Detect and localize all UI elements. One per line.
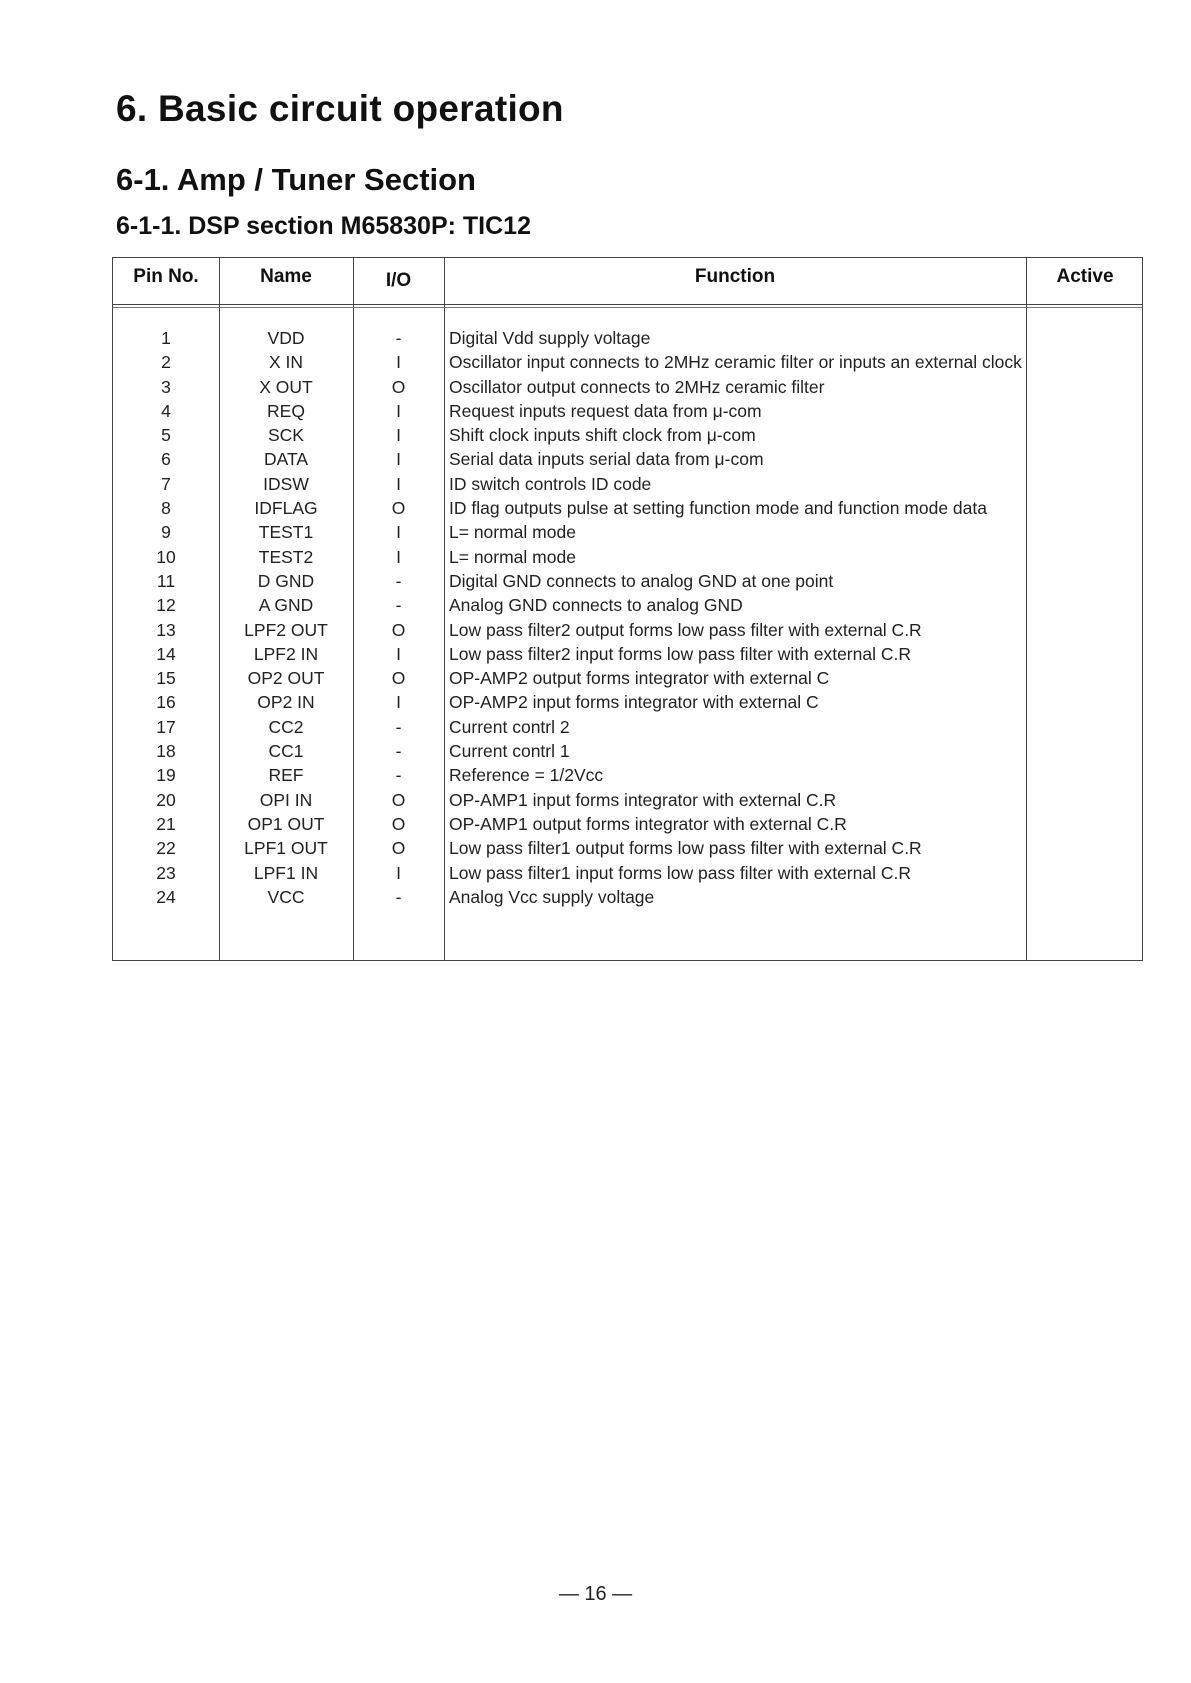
pin-cell: 11 bbox=[156, 570, 176, 591]
pin-function-table bbox=[112, 257, 1143, 961]
table-row bbox=[113, 885, 1142, 909]
io-cell: I bbox=[396, 546, 401, 567]
io-cell: I bbox=[396, 473, 401, 494]
function-cell: L= normal mode bbox=[449, 522, 576, 543]
name-cell: SCK bbox=[268, 425, 304, 446]
function-cell: ID flag outputs pulse at setting function mode and function mode data bbox=[449, 498, 987, 519]
name-cell: REF bbox=[268, 765, 304, 786]
table-row bbox=[113, 836, 1142, 860]
header-pin-no: Pin No. bbox=[133, 266, 199, 287]
pin-cell: 17 bbox=[156, 716, 176, 737]
io-cell: I bbox=[396, 352, 401, 373]
table-row bbox=[113, 545, 1142, 569]
pin-cell: 2 bbox=[161, 352, 171, 373]
pin-cell: 21 bbox=[156, 813, 176, 834]
name-cell: OP1 OUT bbox=[247, 813, 325, 834]
io-cell: I bbox=[396, 692, 401, 713]
pin-cell: 20 bbox=[156, 789, 176, 810]
function-cell: ID switch controls ID code bbox=[449, 473, 652, 494]
function-cell: Current contrl 2 bbox=[449, 716, 570, 737]
section-title: 6-1. Amp / Tuner Section bbox=[116, 162, 476, 197]
pin-cell: 4 bbox=[161, 400, 171, 421]
function-cell: OP-AMP2 output forms integrator with external C bbox=[449, 668, 830, 689]
io-cell: O bbox=[391, 838, 406, 859]
name-cell: VDD bbox=[267, 328, 305, 348]
table-row bbox=[113, 350, 1142, 374]
name-cell: LPF1 OUT bbox=[244, 838, 328, 859]
name-cell: X OUT bbox=[259, 376, 313, 397]
pin-cell: 7 bbox=[161, 473, 171, 494]
pin-cell: 15 bbox=[156, 668, 176, 689]
io-cell: O bbox=[391, 376, 406, 397]
function-cell: L= normal mode bbox=[449, 546, 576, 567]
io-cell: - bbox=[395, 570, 402, 591]
io-cell: I bbox=[396, 400, 401, 421]
header-name: Name bbox=[260, 266, 312, 287]
function-cell: Shift clock inputs shift clock from μ-com bbox=[449, 425, 756, 446]
table-row bbox=[113, 399, 1142, 423]
name-cell: OP2 IN bbox=[257, 692, 315, 713]
pin-cell: 5 bbox=[161, 425, 171, 446]
function-cell: Low pass filter2 output forms low pass filter with external C.R bbox=[449, 619, 922, 640]
function-cell: Serial data inputs serial data from μ-com bbox=[449, 449, 764, 470]
table-row bbox=[113, 861, 1142, 885]
name-cell: CC2 bbox=[268, 716, 304, 737]
function-cell: Analog Vcc supply voltage bbox=[449, 886, 655, 907]
io-cell: - bbox=[395, 741, 402, 762]
table-row bbox=[113, 812, 1142, 836]
name-cell: A GND bbox=[258, 595, 314, 616]
header-active: Active bbox=[1056, 266, 1114, 287]
pin-cell: 3 bbox=[161, 376, 171, 397]
function-cell: Request inputs request data from μ-com bbox=[449, 400, 762, 421]
table-row bbox=[113, 423, 1142, 447]
table-row bbox=[113, 472, 1142, 496]
table-row bbox=[113, 763, 1142, 787]
pin-cell: 13 bbox=[156, 619, 176, 640]
io-cell: O bbox=[391, 813, 406, 834]
function-cell: Analog GND connects to analog GND bbox=[449, 595, 743, 616]
io-cell: O bbox=[391, 668, 406, 689]
pin-cell: 12 bbox=[156, 595, 176, 616]
header-io: I/O bbox=[385, 270, 412, 291]
pin-cell: 9 bbox=[161, 522, 171, 543]
table-row bbox=[113, 569, 1142, 593]
table-row bbox=[113, 496, 1142, 520]
function-cell: Oscillator input connects to 2MHz ceramic filter or inputs an external clock bbox=[449, 352, 1022, 373]
table-body bbox=[113, 326, 1142, 909]
name-cell: TEST2 bbox=[258, 546, 314, 567]
io-cell: I bbox=[396, 425, 401, 446]
function-cell: Low pass filter1 input forms low pass filter with external C.R bbox=[449, 862, 911, 883]
table-row bbox=[113, 666, 1142, 690]
io-cell: I bbox=[396, 862, 401, 883]
io-cell: - bbox=[395, 765, 402, 786]
io-cell: - bbox=[395, 716, 402, 737]
table-row bbox=[113, 520, 1142, 544]
pin-cell: 22 bbox=[156, 838, 176, 859]
io-cell: I bbox=[396, 522, 401, 543]
io-cell: O bbox=[391, 498, 406, 519]
name-cell: DATA bbox=[263, 449, 309, 470]
name-cell: REQ bbox=[267, 400, 305, 421]
pin-cell: 14 bbox=[156, 643, 176, 664]
io-cell: O bbox=[391, 619, 406, 640]
table-row bbox=[113, 642, 1142, 666]
function-cell: Current contrl 1 bbox=[449, 741, 570, 762]
io-cell: I bbox=[396, 643, 401, 664]
table-row bbox=[113, 788, 1142, 812]
name-cell: X IN bbox=[268, 352, 304, 373]
header-function: Function bbox=[694, 266, 776, 287]
pin-cell: 23 bbox=[156, 862, 176, 883]
pin-cell: 1 bbox=[161, 328, 171, 348]
name-cell: CC1 bbox=[268, 741, 304, 762]
io-cell: - bbox=[395, 595, 402, 616]
function-cell: OP-AMP2 input forms integrator with external C bbox=[449, 692, 819, 713]
function-cell: Low pass filter1 output forms low pass filter with external C.R bbox=[449, 838, 922, 859]
table-row bbox=[113, 690, 1142, 714]
io-cell: O bbox=[391, 789, 406, 810]
pin-cell: 19 bbox=[156, 765, 176, 786]
header-divider bbox=[113, 304, 1142, 305]
pin-cell: 10 bbox=[156, 546, 176, 567]
name-cell: LPF2 IN bbox=[253, 643, 319, 664]
function-cell: OP-AMP1 input forms integrator with external C.R bbox=[449, 789, 837, 810]
name-cell: LPF2 OUT bbox=[244, 619, 328, 640]
table-row bbox=[113, 715, 1142, 739]
io-cell: - bbox=[395, 886, 402, 907]
function-cell: Reference = 1/2Vcc bbox=[449, 765, 604, 786]
pin-cell: 24 bbox=[156, 886, 176, 907]
table-row bbox=[113, 447, 1142, 471]
name-cell: IDSW bbox=[263, 473, 309, 494]
pin-cell: 16 bbox=[156, 692, 176, 713]
page-number: — 16 — bbox=[558, 1583, 633, 1605]
function-cell: Low pass filter2 input forms low pass filter with external C.R bbox=[449, 643, 911, 664]
table-row bbox=[113, 326, 1142, 350]
name-cell: TEST1 bbox=[258, 522, 314, 543]
name-cell: LPF1 IN bbox=[253, 862, 319, 883]
pin-cell: 8 bbox=[161, 498, 171, 519]
function-cell: Oscillator output connects to 2MHz ceramic filter bbox=[449, 376, 825, 397]
function-cell: OP-AMP1 output forms integrator with external C.R bbox=[449, 813, 847, 834]
function-cell: Digital Vdd supply voltage bbox=[449, 328, 651, 348]
name-cell: OPI IN bbox=[259, 789, 313, 810]
table-row bbox=[113, 593, 1142, 617]
subsection-title: 6-1-1. DSP section M65830P: TIC12 bbox=[116, 212, 531, 240]
name-cell: OP2 OUT bbox=[247, 668, 325, 689]
io-cell: I bbox=[396, 449, 401, 470]
table-row bbox=[113, 618, 1142, 642]
header-divider bbox=[113, 307, 1142, 308]
name-cell: D GND bbox=[257, 570, 315, 591]
io-cell: - bbox=[395, 328, 402, 348]
table-row bbox=[113, 739, 1142, 763]
chapter-title: 6. Basic circuit operation bbox=[116, 88, 564, 129]
function-cell: Digital GND connects to analog GND at one point bbox=[449, 570, 834, 591]
pin-cell: 6 bbox=[161, 449, 171, 470]
name-cell: IDFLAG bbox=[254, 498, 318, 519]
pin-cell: 18 bbox=[156, 741, 176, 762]
name-cell: VCC bbox=[267, 886, 305, 907]
table-row bbox=[113, 375, 1142, 399]
